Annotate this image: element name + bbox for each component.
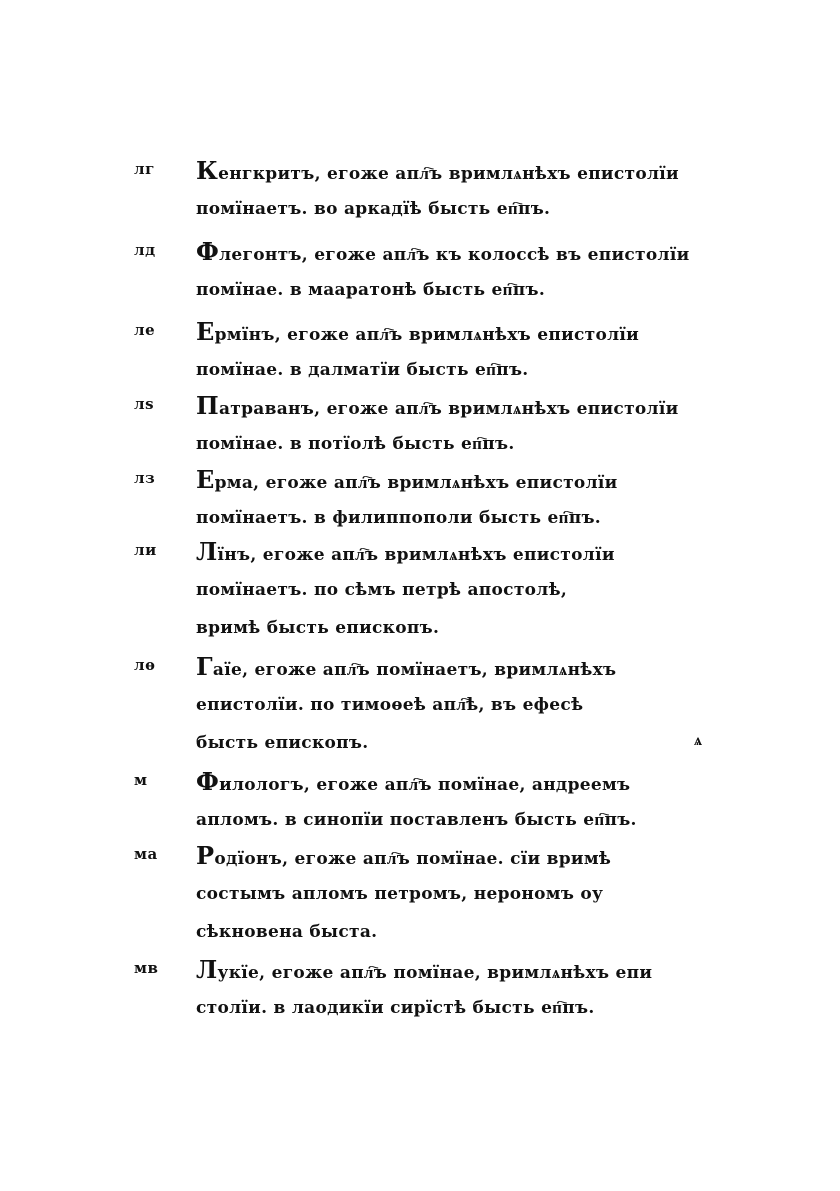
entry-number: лд: [134, 241, 156, 259]
entry-number: лз: [134, 469, 156, 487]
entry-line: помїнаетъ. по сѣмъ петрѣ апостолѣ,: [196, 580, 568, 600]
entry-line: Гаїе, егоже апл҇ъ помїнаетъ, вримлѧнѣхъ: [196, 652, 617, 681]
entry-line: Флегонтъ, егоже апл҇ъ къ колоссѣ въ епистолїи: [196, 237, 690, 266]
entry-line: апломъ. в синопїи поставленъ бысть еп҇пъ.: [196, 810, 637, 830]
entry-line: Лїнъ, егоже апл҇ъ вримлѧнѣхъ епистолїи: [196, 537, 615, 566]
entry-number: м: [134, 771, 148, 789]
entry-line: сѣкновена быста.: [196, 922, 378, 942]
entry-number: мв: [134, 959, 159, 977]
margin-mark: ѧ: [694, 730, 702, 749]
entry-line: столїи. в лаодикїи сирїстѣ бысть еп҇пъ.: [196, 998, 595, 1018]
entry-line: Филологъ, егоже апл҇ъ помїнае, андреемъ: [196, 767, 631, 796]
entry-line: вримѣ бысть епископъ.: [196, 618, 440, 638]
entry-number: ли: [134, 541, 157, 559]
entry-line: помїнаетъ. в филиппополи бысть еп҇пъ.: [196, 508, 602, 528]
entry-line: Кенгкритъ, егоже апл҇ъ вримлѧнѣхъ епистолїи: [196, 156, 679, 185]
entry-line: состымъ апломъ петромъ, нерономъ оу: [196, 884, 604, 904]
entry-line: помїнае. в далматїи бысть еп҇пъ.: [196, 360, 529, 380]
entry-number: лѳ: [134, 656, 156, 674]
entry-line: помїнае. в мааратонѣ бысть еп҇пъ.: [196, 280, 546, 300]
entry-line: Патраванъ, егоже апл҇ъ вримлѧнѣхъ епистолїи: [196, 391, 679, 420]
entry-line: Ерма, егоже апл҇ъ вримлѧнѣхъ епистолїи: [196, 465, 618, 494]
entry-line: бысть епископъ.: [196, 733, 369, 753]
entry-number: лг: [134, 160, 155, 178]
entry-line: Ермїнъ, егоже апл҇ъ вримлѧнѣхъ епистолїи: [196, 317, 640, 346]
entry-line: помїнаетъ. во аркадїѣ бысть еп҇пъ.: [196, 199, 551, 219]
entry-line: Родїонъ, егоже апл҇ъ помїнае. сїи вримѣ: [196, 841, 612, 870]
entry-number: ма: [134, 845, 158, 863]
entry-line: епистолїи. по тимоѳеѣ апл҇ѣ, въ ефесѣ: [196, 695, 584, 715]
entry-line: Лукїе, егоже апл҇ъ помїнае, вримлѧнѣхъ епи: [196, 955, 653, 984]
entry-number: ле: [134, 321, 156, 339]
entry-number: лѕ: [134, 395, 155, 413]
entry-line: помїнае. в потїолѣ бысть еп҇пъ.: [196, 434, 515, 454]
